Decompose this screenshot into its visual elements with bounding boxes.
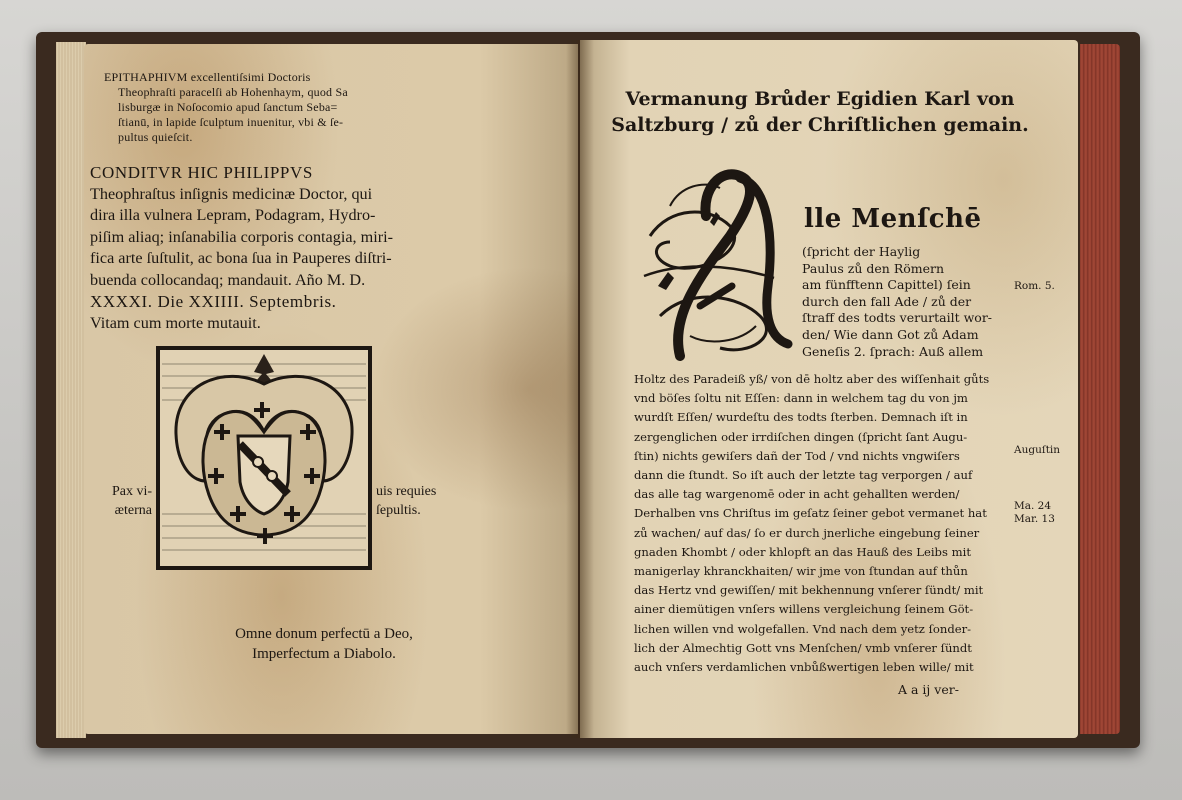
inscription-line: buenda collocandaq; mandauit. Año M. D. — [90, 270, 366, 289]
epitaph-heading-line: EPITHAPHIVM excellentiſsimi Doctoris — [104, 70, 311, 84]
body-line: ſtin) nichts gewiſers dañ der Tod / vnd nichts vngwiſers — [634, 448, 960, 463]
right-page — [580, 40, 1078, 738]
epitaph-heading-line: lisburgæ in Noſocomio apud ſanctum Seba= — [118, 100, 338, 114]
body-line: durch den fall Ade / zů der — [802, 293, 972, 309]
pax-right-line: ſepultis. — [376, 503, 421, 518]
motto — [144, 624, 504, 664]
margin-note-ma: Ma. 24 — [1014, 500, 1052, 512]
right-page-heading — [610, 86, 1030, 138]
body-line: lich der Almechtig Gott vns Menſchen/ vmb vnſerer ſündt — [634, 640, 972, 655]
catchword: A a ij ver- — [898, 682, 959, 697]
body-line: Derhalben vns Chriſtus im geſatz ſeiner gebot vermanet hat — [634, 506, 987, 521]
inscription-line: CONDITVR HIC PHILIPPVS — [90, 163, 313, 182]
body-line: (ſpricht der Haylig — [802, 244, 921, 259]
body-line: den/ Wie dann Got zů Adam — [802, 326, 979, 342]
body-line: zů wachen/ auf das/ ſo er durch jnerliche eingebung ſeiner — [634, 525, 980, 540]
body-line: Holtz des Paradeiß yß/ von dē holtz aber des wiſſenhait gůts — [634, 372, 990, 386]
body-line: zergenglichen oder irrdiſchen dingen (ſpricht ſant Augu- — [634, 429, 968, 444]
body-line: vnd böſes ſoltu nit Eſſen: dann in welchem tag du von jm — [634, 391, 968, 406]
decorated-initial-a-icon — [640, 166, 800, 366]
indented-text-block — [802, 244, 1022, 360]
motto-line: Imperfectum a Diabolo. — [252, 646, 396, 662]
inscription-line: Theophraſtus inſignis medicinæ Doctor, qui — [90, 184, 373, 203]
inscription-line: dira illa vulnera Lepram, Podagram, Hydro- — [90, 206, 376, 224]
epitaph-inscription — [90, 162, 522, 334]
body-line: wurdſt Eſſen/ wurdeſtu des todts ſterben. Demnach iſt in — [634, 410, 968, 425]
margin-note-rom: Rom. 5. — [1014, 280, 1055, 292]
pax-left-line: Pax vi- — [111, 484, 152, 499]
body-line: dann die ſtundt. So iſt auch der letzte tag verporgen / auf — [634, 468, 973, 483]
body-line: Paulus zů den Römern — [802, 260, 945, 276]
right-page-edges — [1080, 44, 1120, 734]
body-line: manigerlay khranckhaiten/ wir jme von ſtundan auf thůn — [634, 564, 968, 579]
pax-right-line: uis requies — [376, 484, 437, 499]
inscription-line: XXXXI. Die XXIIII. Septembris. — [90, 292, 337, 311]
margin-note-augustin: Auguſtin — [1014, 444, 1061, 456]
heading-line: Vermanung Brůder Egidien Karl von — [625, 88, 1015, 110]
body-text-block — [634, 370, 1016, 677]
body-line: gnaden Khombt / oder khlopft an das Hauß des Leibs mit — [634, 544, 971, 559]
epitaph-heading — [104, 70, 504, 145]
pax-left-line: æterna — [114, 503, 152, 518]
epitaph-heading-line: pultus quieſcit. — [118, 130, 193, 144]
inscription-line: fica arte ſuſtulit, ac bona ſua in Pauperes diſtri- — [90, 249, 392, 267]
inscription-line: Vitam cum morte mutauit. — [90, 313, 261, 332]
inscription-line: piſim aliaq; inſanabilia corporis contagia, miri- — [90, 227, 393, 246]
margin-note-mar: Mar. 13 — [1014, 513, 1055, 525]
body-line: das Hertz vnd gewiſſen/ mit bekhennung vnſerer ſündt/ mit — [634, 583, 984, 598]
lead-word: lle Menſchē — [804, 204, 982, 234]
pax-right-text — [376, 482, 466, 520]
body-line: am fünfftenn Capittel) ſein — [802, 277, 971, 293]
body-line: auch vnſers verdamlichen vnbůßwertigen leben wille/ mit — [634, 660, 974, 675]
heading-line: Saltzburg / zů der Chriſtlichen gemain. — [611, 114, 1029, 136]
motto-line: Omne donum perfectū a Deo, — [235, 626, 413, 642]
left-page — [84, 44, 578, 734]
body-line: das alle tag wargenomē oder in acht gehallten werden/ — [634, 487, 960, 502]
body-line: ainer diemütigen vnſers willens vergleichung ſeinem Göt- — [634, 602, 974, 617]
book-gutter — [566, 40, 594, 738]
pax-left-text — [86, 482, 152, 520]
body-line: Geneſis 2. ſprach: Auß allem — [802, 343, 984, 359]
epitaph-heading-line: Theophraſti paracelſi ab Hohenhaym, quod Sa — [118, 85, 348, 99]
epitaph-heading-line: ſtianū, in lapide ſculptum inuenitur, vbi & ſe- — [118, 115, 344, 129]
body-line: ſtraff des todts verurtailt wor- — [802, 310, 993, 326]
coat-of-arms-woodcut-icon — [154, 344, 374, 572]
left-page-edges — [56, 42, 86, 738]
body-line: lichen willen vnd wolgefallen. Vnd nach dem yetz ſonder- — [634, 621, 972, 636]
